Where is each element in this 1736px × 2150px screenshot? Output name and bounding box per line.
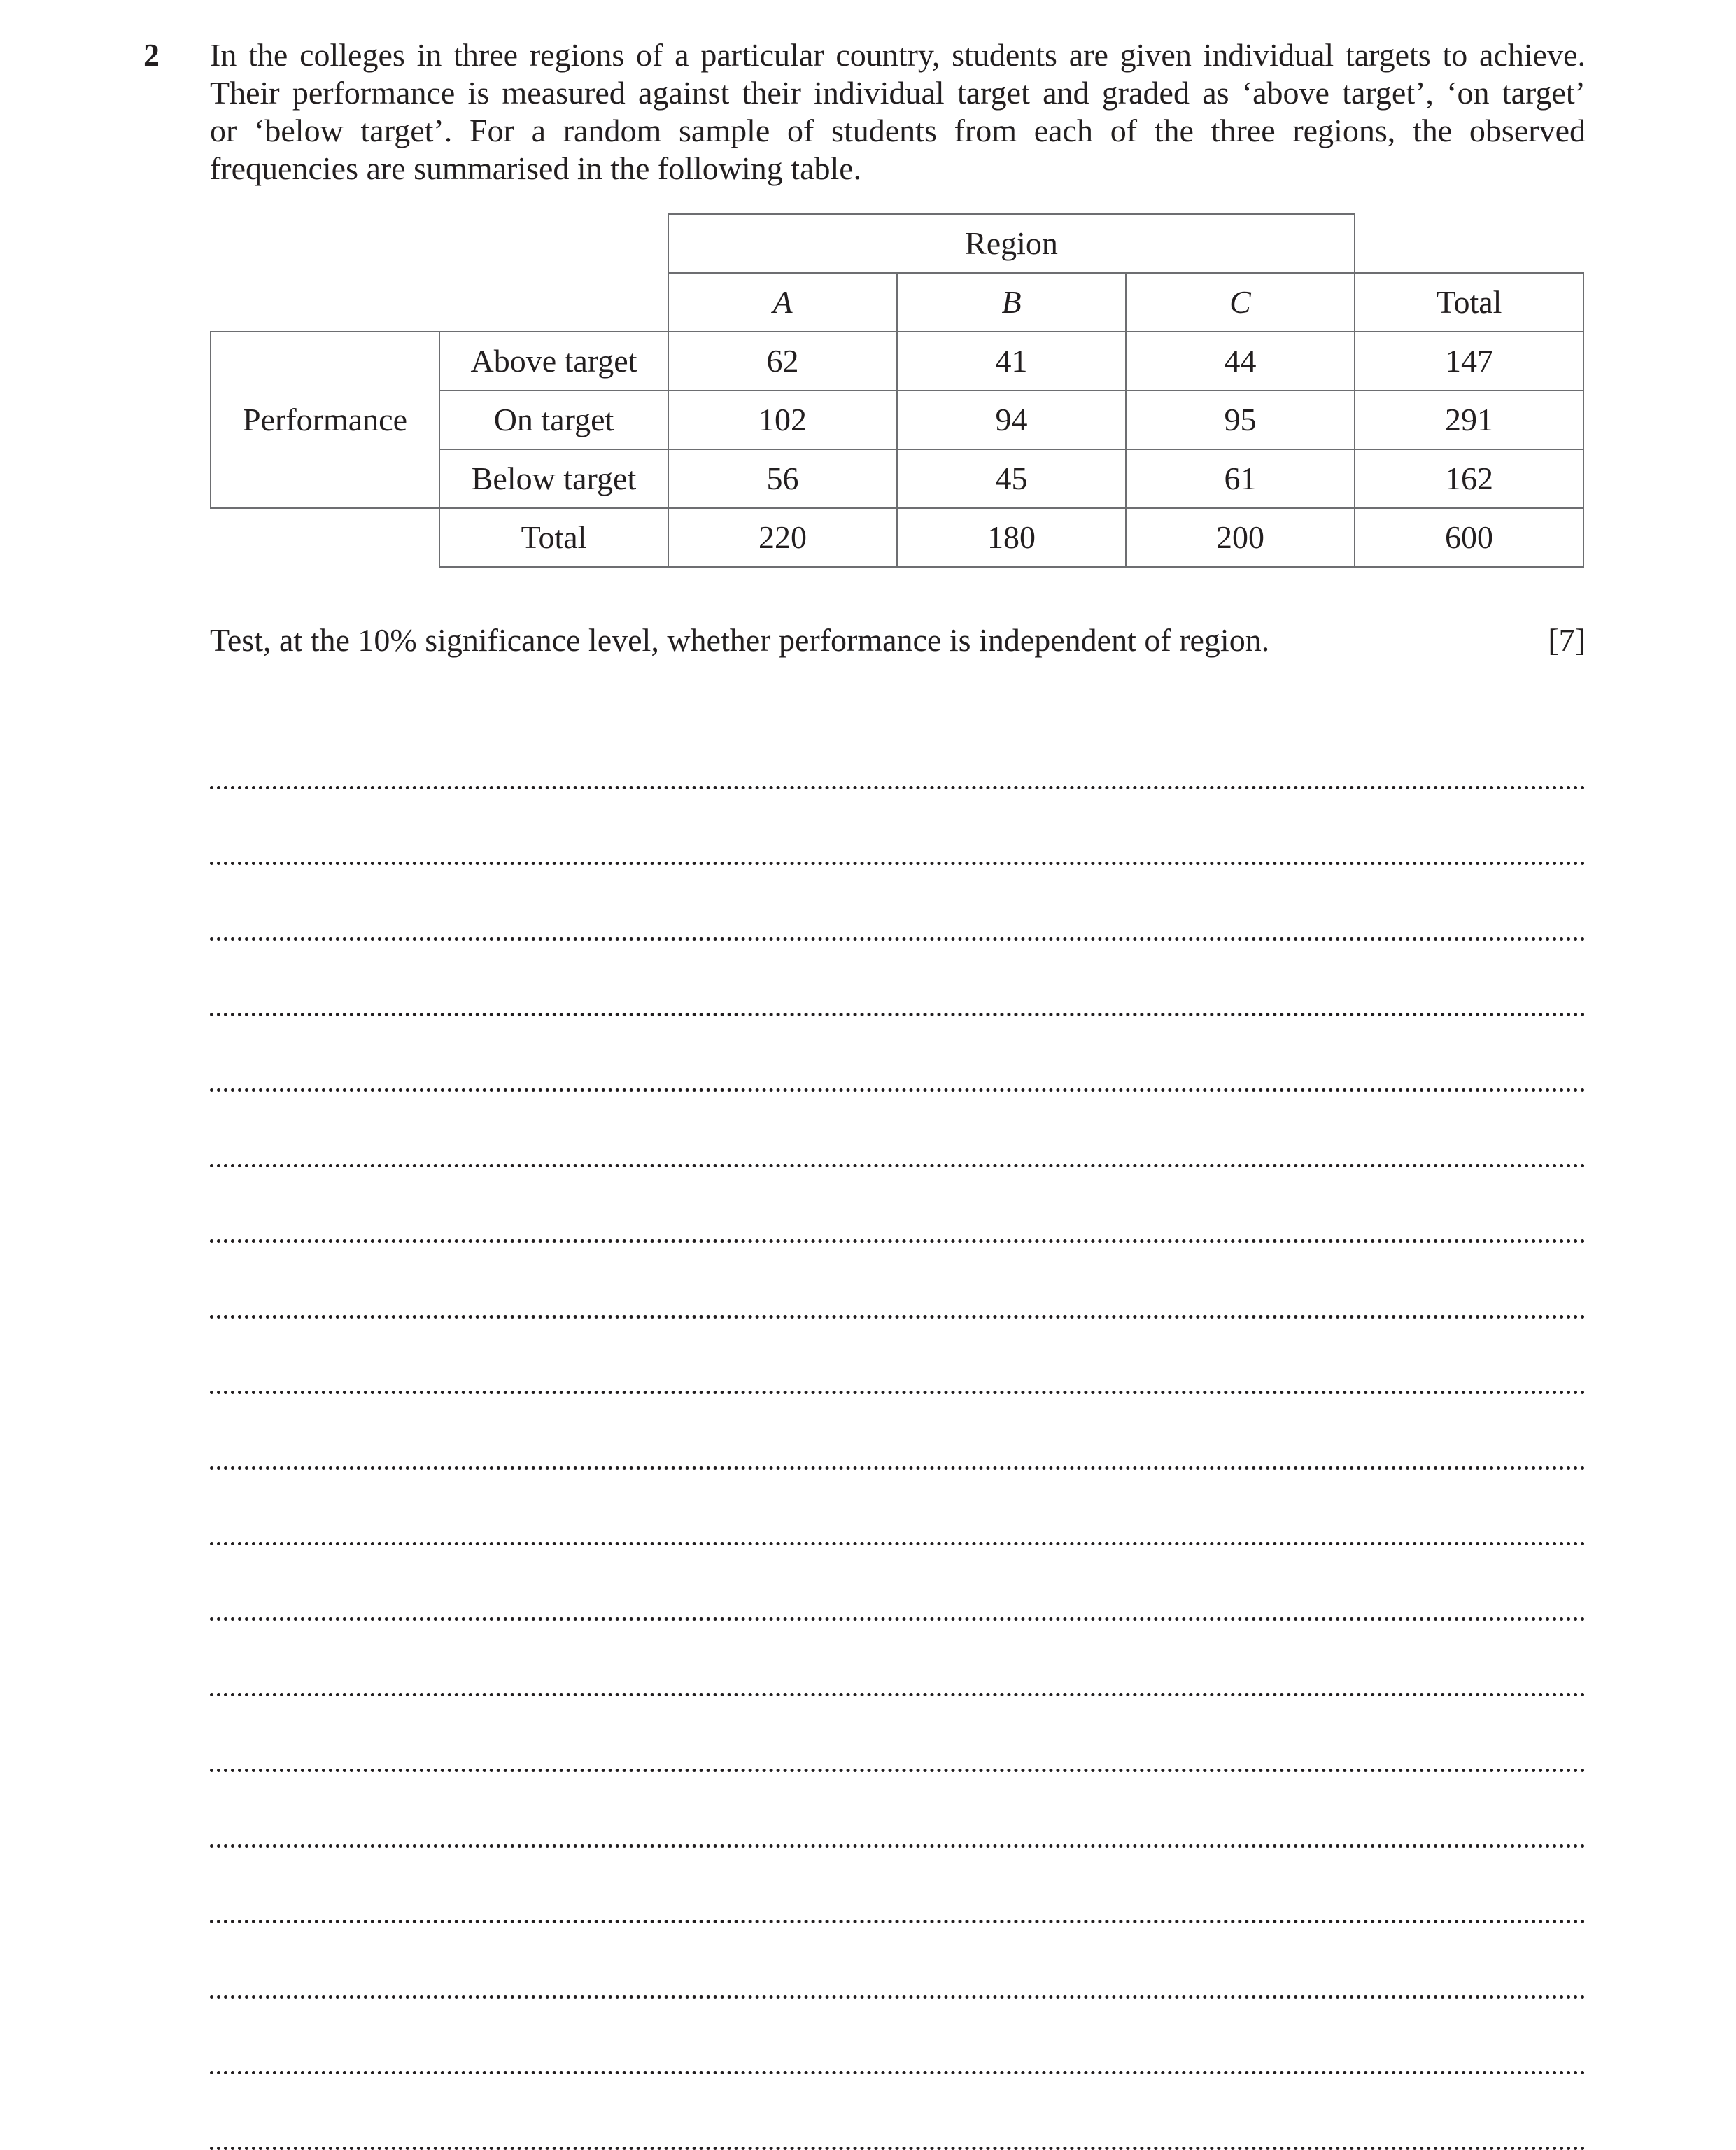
row-label: Above target bbox=[439, 332, 668, 391]
table-cell: 180 bbox=[897, 508, 1126, 567]
table-cell: 44 bbox=[1126, 332, 1355, 391]
table-cell: 62 bbox=[668, 332, 897, 391]
table-cell: 56 bbox=[668, 449, 897, 508]
table-cell: 94 bbox=[897, 391, 1126, 449]
answer-line[interactable] bbox=[210, 1772, 1586, 1848]
table-row bbox=[211, 273, 1583, 332]
row-label: On target bbox=[439, 391, 668, 449]
answer-line[interactable] bbox=[210, 941, 1586, 1016]
table-cell: 102 bbox=[668, 391, 897, 449]
intro-line: In the colleges in three regions of a particular country, students are given individual targets to achieve. bbox=[210, 37, 1586, 73]
answer-line[interactable] bbox=[210, 1092, 1586, 1167]
question-text: Test, at the 10% significance level, whether performance is independent of region. bbox=[210, 622, 1270, 658]
table-row bbox=[211, 508, 1583, 567]
row-total: 162 bbox=[1355, 449, 1583, 508]
table-row bbox=[211, 214, 1583, 273]
marks-allocation: [7] bbox=[1548, 622, 1586, 658]
column-header-c: C bbox=[1126, 273, 1355, 332]
row-group-label: Performance bbox=[211, 332, 439, 508]
answer-line[interactable] bbox=[210, 1696, 1586, 1772]
row-total: 147 bbox=[1355, 332, 1583, 391]
region-header: Region bbox=[668, 214, 1355, 273]
table-row bbox=[211, 332, 1583, 391]
answer-line[interactable] bbox=[210, 1621, 1586, 1696]
answer-line[interactable] bbox=[210, 1394, 1586, 1470]
intro-line: frequencies are summarised in the following table. bbox=[210, 150, 862, 186]
question-intro bbox=[210, 36, 1586, 188]
column-header-total: Total bbox=[1355, 273, 1583, 332]
answer-line[interactable] bbox=[210, 714, 1586, 789]
table-cell: 200 bbox=[1126, 508, 1355, 567]
answer-line[interactable] bbox=[210, 789, 1586, 865]
answer-line[interactable] bbox=[210, 1319, 1586, 1394]
question-number: 2 bbox=[143, 37, 160, 73]
answer-line[interactable] bbox=[210, 865, 1586, 941]
column-header-a: A bbox=[668, 273, 897, 332]
table-cell: 61 bbox=[1126, 449, 1355, 508]
table-cell: 45 bbox=[897, 449, 1126, 508]
answer-line[interactable] bbox=[210, 2074, 1586, 2150]
answer-line[interactable] bbox=[210, 1243, 1586, 1319]
grand-total: 600 bbox=[1355, 508, 1583, 567]
answer-line[interactable] bbox=[210, 1999, 1586, 2074]
answer-line[interactable] bbox=[210, 1167, 1586, 1243]
table-cell: 41 bbox=[897, 332, 1126, 391]
row-total: 291 bbox=[1355, 391, 1583, 449]
row-label: Below target bbox=[439, 449, 668, 508]
total-row-label: Total bbox=[439, 508, 668, 567]
answer-area[interactable] bbox=[210, 714, 1586, 2150]
answer-line[interactable] bbox=[210, 1545, 1586, 1621]
frequency-table bbox=[210, 213, 1584, 568]
answer-line[interactable] bbox=[210, 1470, 1586, 1545]
intro-line: Their performance is measured against their individual target and graded as ‘above target’, ‘on target’ bbox=[210, 75, 1586, 111]
answer-line[interactable] bbox=[210, 1923, 1586, 1999]
table-cell: 95 bbox=[1126, 391, 1355, 449]
answer-line[interactable] bbox=[210, 1848, 1586, 1923]
column-header-b: B bbox=[897, 273, 1126, 332]
table-cell: 220 bbox=[668, 508, 897, 567]
answer-line[interactable] bbox=[210, 1016, 1586, 1092]
intro-line: or ‘below target’. For a random sample of students from each of the three regions, the observed bbox=[210, 113, 1586, 148]
